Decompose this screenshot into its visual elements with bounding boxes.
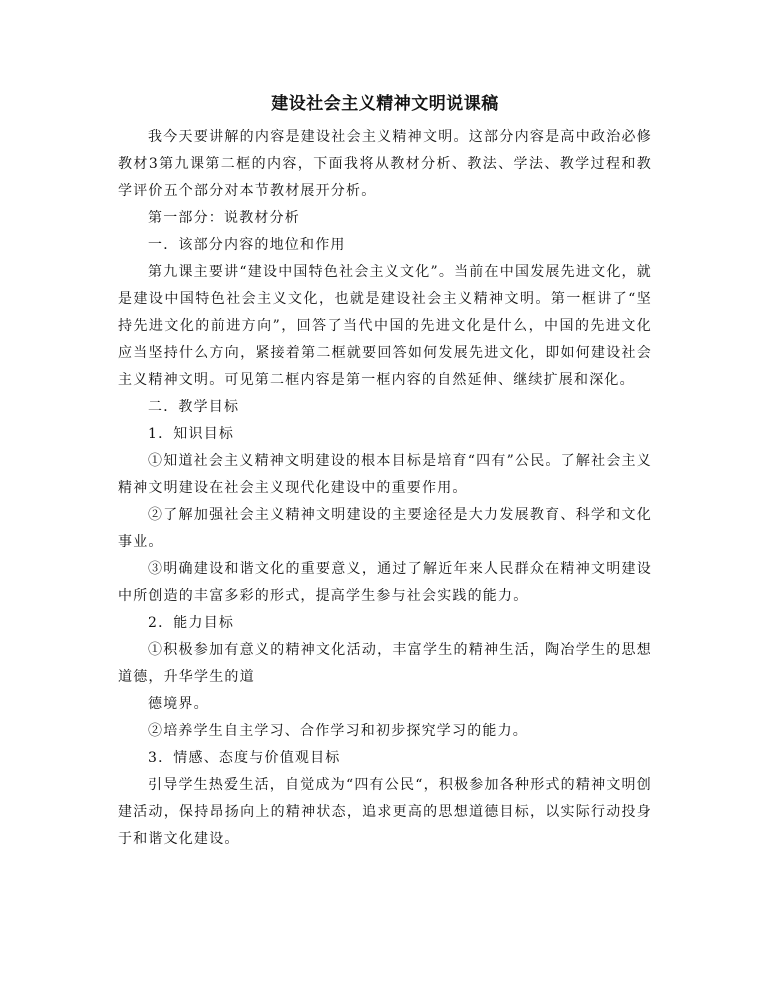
document-title: 建设社会主义精神文明说课稿 bbox=[271, 94, 499, 114]
goal-heading-knowledge: 1．知识目标 bbox=[148, 426, 235, 442]
subsection-heading-status-role: 一．该部分内容的地位和作用 bbox=[148, 237, 346, 253]
document-body bbox=[118, 124, 652, 853]
section-heading-part-one: 第一部分：说教材分析 bbox=[148, 210, 300, 226]
goal-heading-emotion-values: 3．情感、态度与价值观目标 bbox=[148, 750, 341, 766]
subsection-heading-teaching-goals: 二．教学目标 bbox=[148, 399, 240, 415]
paragraph-status-role: 第九课主要讲“建设中国特色社会主义文化”。当前在中国发展先进文化，就是建设中国特色社会主义文化，也就是建设社会主义精神文明。第一框讲了“坚持先进文化的前进方向”，回答了当代中国的先进文化是什么，中国的先进文化应当坚持什么方向，紧接着第二框就要回答如何发展先进文化，即如何建设社会主义精神文明。可见第二框内容是第一框内容的自然延伸、继续扩展和深化。 bbox=[118, 264, 652, 388]
ability-item-1-continued: 德境界。 bbox=[148, 696, 209, 712]
ability-item-1: ①积极参加有意义的精神文化活动，丰富学生的精神生活，陶冶学生的思想道德，升华学生的道 bbox=[118, 642, 652, 685]
goal-heading-ability: 2．能力目标 bbox=[148, 615, 235, 631]
knowledge-item-1: ①知道社会主义精神文明建设的根本目标是培育“四有”公民。了解社会主义精神文明建设在社会主义现代化建设中的重要作用。 bbox=[118, 453, 652, 496]
knowledge-item-2: ②了解加强社会主义精神文明建设的主要途径是大力发展教育、科学和文化事业。 bbox=[118, 507, 652, 550]
paragraph-intro: 我今天要讲解的内容是建设社会主义精神文明。这部分内容是高中政治必修教材3第九课第二框的内容，下面我将从教材分析、教法、学法、教学过程和教学评价五个部分对本节教材展开分析。 bbox=[118, 129, 652, 199]
emotion-values-paragraph: 引导学生热爱生活，自觉成为“四有公民“，积极参加各种形式的精神文明创建活动，保持昂扬向上的精神状态，追求更高的思想道德目标，以实际行动投身于和谐文化建设。 bbox=[118, 777, 652, 847]
ability-item-2: ②培养学生自主学习、合作学习和初步探究学习的能力。 bbox=[148, 723, 528, 739]
knowledge-item-3: ③明确建设和谐文化的重要意义，通过了解近年来人民群众在精神文明建设中所创造的丰富多彩的形式，提高学生参与社会实践的能力。 bbox=[118, 561, 652, 604]
